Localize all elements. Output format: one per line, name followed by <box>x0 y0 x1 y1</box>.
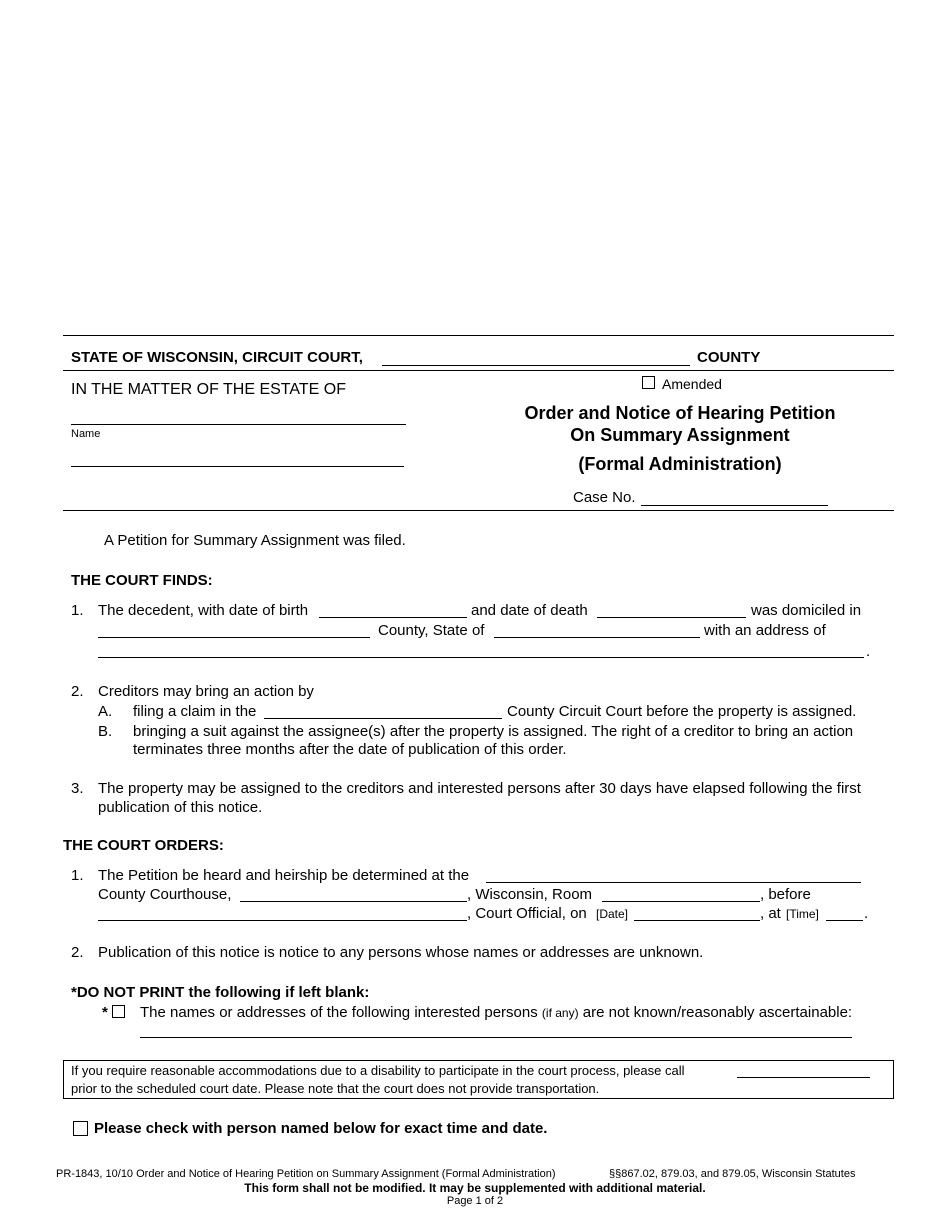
do-not-print-heading: *DO NOT PRINT the following if left blank: <box>71 984 370 1001</box>
hearing-date-field[interactable] <box>634 920 760 921</box>
domicile-state-field[interactable] <box>494 637 700 638</box>
order-1-time-label: [Time] <box>786 907 819 921</box>
finding-1-period: . <box>866 643 871 660</box>
unknown-persons-text-post: are not known/reasonably ascertainable: <box>582 1004 853 1021</box>
order-1-wisconsin-room-text: , Wisconsin, Room <box>467 886 593 903</box>
case-no-label: Case No. <box>573 489 636 506</box>
finding-1-birth-text: The decedent, with date of birth <box>98 602 309 619</box>
death-date-field[interactable] <box>597 617 746 618</box>
accommodation-line-1: If you require reasonable accommodations due to a disability to participate in the court process, please call <box>71 1063 685 1078</box>
court-prefix: STATE OF WISCONSIN, CIRCUIT COURT, <box>71 349 363 366</box>
order-1-courthouse-text: County Courthouse, <box>98 886 232 903</box>
check-person-checkbox[interactable] <box>73 1121 88 1136</box>
header-top-rule <box>63 335 894 336</box>
finding-2b-line1: bringing a suit against the assignee(s) after the property is assigned. The right of a creditor to bring an action <box>133 723 854 740</box>
address-field[interactable] <box>98 657 864 658</box>
finding-2b-line2: terminates three months after the date of publication of this order. <box>133 741 567 758</box>
finding-1-death-text: and date of death <box>471 602 588 619</box>
estate-name-field-2[interactable] <box>71 466 404 467</box>
finding-3-num: 3. <box>71 780 84 797</box>
finding-3-line2: publication of this notice. <box>98 799 263 816</box>
courthouse-city-field[interactable] <box>240 901 467 902</box>
birth-date-field[interactable] <box>319 617 467 618</box>
room-field[interactable] <box>602 901 760 902</box>
finding-2-text: Creditors may bring an action by <box>98 683 314 700</box>
finding-2a-text-post: County Circuit Court before the property is assigned. <box>507 703 857 720</box>
amended-label: Amended <box>662 376 722 392</box>
do-not-print-asterisk: * <box>102 1004 108 1021</box>
intro-text: A Petition for Summary Assignment was filed. <box>104 532 406 549</box>
order-1-num: 1. <box>71 867 84 884</box>
title-line-1: Order and Notice of Hearing Petition <box>524 403 836 423</box>
unknown-persons-text <box>140 1004 852 1021</box>
footer-notice: This form shall not be modified. It may be supplemented with additional material. <box>244 1181 706 1195</box>
finding-3-line1: The property may be assigned to the creditors and interested persons after 30 days have elapsed following the first <box>98 780 861 797</box>
name-label: Name <box>71 428 101 440</box>
footer-statutes: §§867.02, 879.03, and 879.05, Wisconsin Statutes <box>609 1168 856 1180</box>
accommodation-line-2: prior to the scheduled court date. Please note that the court does not provide transportation. <box>71 1081 600 1096</box>
header-mid-rule <box>63 370 894 371</box>
unknown-persons-text-pre: The names or addresses of the following interested persons <box>140 1004 538 1021</box>
finding-2-num: 2. <box>71 683 84 700</box>
matter-label: IN THE MATTER OF THE ESTATE OF <box>71 381 346 398</box>
check-person-text: Please check with person named below for exact time and date. <box>94 1120 548 1137</box>
order-1-before-text: , before <box>760 886 811 903</box>
finding-1-address-text: with an address of <box>704 622 826 639</box>
finding-2b-label: B. <box>98 723 113 740</box>
order-1-period: . <box>864 905 869 922</box>
if-any-note: (if any) <box>541 1006 579 1020</box>
hearing-time-field[interactable] <box>826 920 863 921</box>
findings-heading: THE COURT FINDS: <box>71 572 213 589</box>
order-2-num: 2. <box>71 944 84 961</box>
accommodation-phone-field[interactable] <box>737 1077 870 1078</box>
case-no-field[interactable] <box>641 505 828 506</box>
title-line-3: (Formal Administration) <box>578 454 782 474</box>
header-bottom-rule <box>63 510 894 511</box>
unknown-persons-field[interactable] <box>140 1037 852 1038</box>
order-1-line1: The Petition be heard and heirship be determined at the <box>98 867 470 884</box>
orders-heading: THE COURT ORDERS: <box>63 837 224 854</box>
hearing-location-field[interactable] <box>486 882 861 883</box>
court-official-field[interactable] <box>98 920 467 921</box>
county-label: COUNTY <box>697 349 761 366</box>
finding-2a-text-pre: filing a claim in the <box>133 703 257 720</box>
finding-1-num: 1. <box>71 602 84 619</box>
county-field[interactable] <box>382 365 690 366</box>
footer-form-id: PR-1843, 10/10 Order and Notice of Hearing Petition on Summary Assignment (Formal Administration) <box>56 1168 556 1180</box>
order-1-date-label: [Date] <box>596 907 629 921</box>
title-line-2: On Summary Assignment <box>570 425 790 445</box>
domicile-county-field[interactable] <box>98 637 370 638</box>
finding-1-domiciled-text: was domiciled in <box>751 602 862 619</box>
order-1-at-text: , at <box>760 905 781 922</box>
finding-1-county-state-text: County, State of <box>378 622 485 639</box>
order-1-court-official-text: , Court Official, on <box>467 905 587 922</box>
claim-county-field[interactable] <box>264 718 502 719</box>
order-2-text: Publication of this notice is notice to any persons whose names or addresses are unknown. <box>98 944 704 961</box>
estate-name-field[interactable] <box>71 424 406 425</box>
footer-page: Page 1 of 2 <box>446 1195 504 1207</box>
finding-2a-label: A. <box>98 703 113 720</box>
amended-checkbox[interactable] <box>642 376 655 389</box>
unknown-persons-checkbox[interactable] <box>112 1005 125 1018</box>
